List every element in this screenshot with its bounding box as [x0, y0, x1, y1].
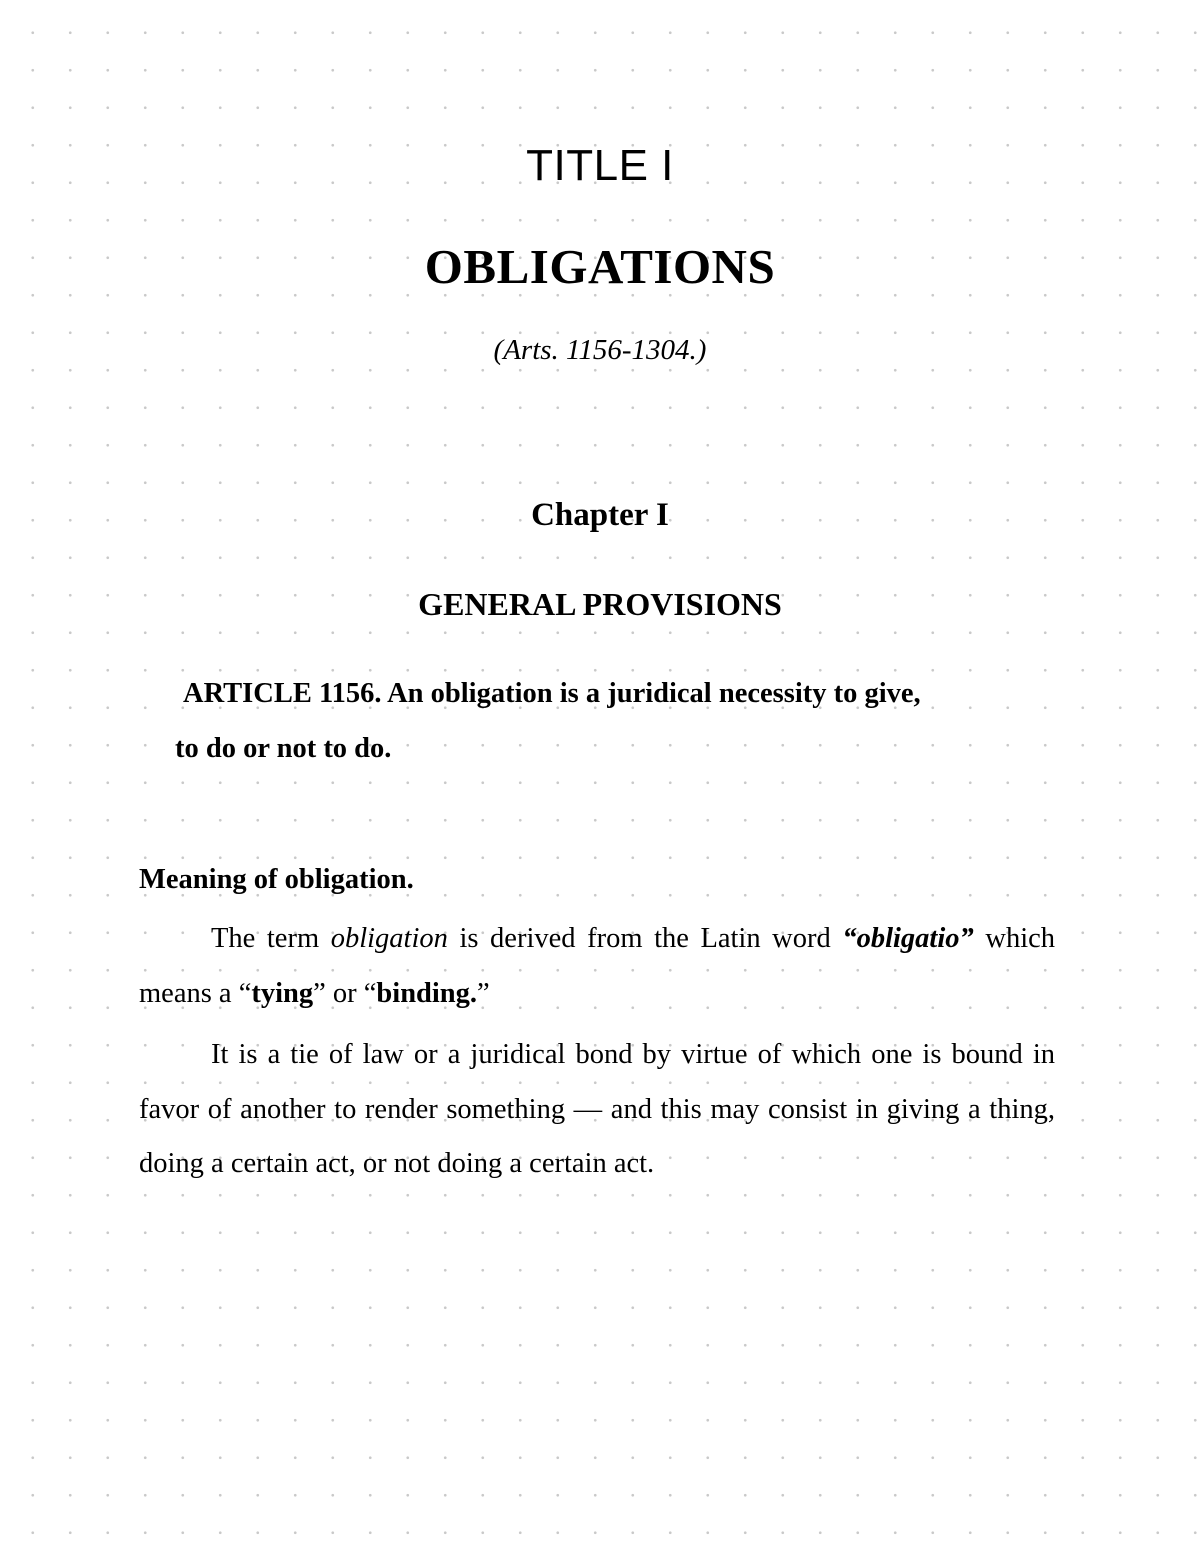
chapter-heading: Chapter I [531, 497, 669, 533]
paragraph-text: which means a “ [139, 923, 1056, 1009]
term-tying: tying [251, 977, 314, 1009]
term-binding: binding. [376, 977, 478, 1009]
paragraph-etymology [139, 912, 1055, 1021]
paragraph-definition: It is a tie of law or a juridical bond by virtue of which one is bound in favor of another to render something — and this may consist in giving a thing, doing a certain act, or not doing a certain act. [139, 1039, 1055, 1179]
article-1156-text [175, 666, 1035, 776]
article-1156-line-1: ARTICLE 1156. An obligation is a juridical necessity to give, [183, 678, 921, 709]
article-range: (Arts. 1156-1304.) [493, 334, 707, 366]
article-1156-line-2: to do or not to do. [175, 733, 392, 764]
paragraph-text: The term [211, 923, 331, 954]
latin-term: “obligatio” [842, 923, 974, 954]
paragraph-text: ” or “ [313, 977, 377, 1009]
paragraph-text: is derived from the Latin word [447, 923, 843, 954]
term-obligation: obligation [330, 923, 448, 954]
page-title: OBLIGATIONS [424, 239, 776, 294]
paragraph-text: ” [477, 977, 490, 1009]
chapter-title: GENERAL PROVISIONS [418, 586, 782, 622]
section-heading: Meaning of obligation. [139, 864, 414, 895]
title-label: TITLE I [526, 141, 674, 190]
